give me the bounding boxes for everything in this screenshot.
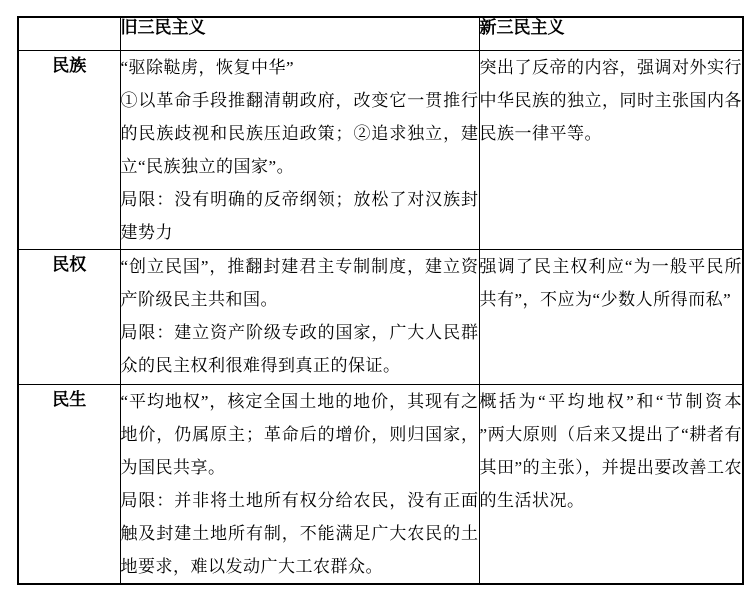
paragraph-limitation: 局限：没有明确的反帝纲领；放松了对汉族封建势力 [120, 189, 479, 242]
table-row-nationalism [18, 50, 743, 249]
cell-new-livelihood [479, 384, 743, 584]
row-label-nationalism: 民族 [18, 50, 120, 249]
header-old-principles: 旧三民主义 [120, 17, 479, 50]
table-row-livelihood [18, 384, 743, 584]
cell-old-civil-rights [120, 249, 479, 384]
paragraph-content: ①以革命手段推翻清朝政府，改变它一贯推行的民族歧视和民族压迫政策；②追求独立，建立“民族独立的国家”。 [120, 90, 479, 176]
row-label-livelihood: 民生 [18, 384, 120, 584]
paragraph-content: 概括为“平均地权”和“节制资本 ”两大原则（后来又提出了“耕者有其田”的主张），并提出要改善工农的生活状况。 [479, 391, 742, 510]
paragraph-content: “平均地权”，核定全国土地的地价，其现有之地价，仍属原主；革命后的增价，则归国家，为国民共享。 [120, 391, 479, 477]
paragraph-limitation: 局限：并非将土地所有权分给农民，没有正面触及封建土地所有制，不能满足广大农民的土地要求，难以发动广大工农群众。 [120, 490, 479, 576]
paragraph-slogan: “驱除鞑虏，恢复中华” [120, 57, 295, 77]
table-row-civil-rights [18, 249, 743, 384]
cell-old-nationalism [120, 50, 479, 249]
header-new-principles: 新三民主义 [479, 17, 743, 50]
header-corner-cell [18, 17, 120, 50]
cell-old-livelihood [120, 384, 479, 584]
cell-new-civil-rights [479, 249, 743, 384]
paragraph-content: 强调了民主权利应“为一般平民所共有”，不应为“少数人所得而私” [479, 256, 742, 309]
cell-new-nationalism [479, 50, 743, 249]
paragraph-content: “创立民国”，推翻封建君主专制制度，建立资产阶级民主共和国。 [120, 256, 479, 309]
paragraph-content: 突出了反帝的内容，强调对外实行中华民族的独立，同时主张国内各民族一律平等。 [479, 57, 742, 143]
header-row [18, 17, 743, 50]
row-label-civil-rights: 民权 [18, 249, 120, 384]
comparison-table [17, 16, 744, 585]
paragraph-limitation: 局限：建立资产阶级专政的国家，广大人民群众的民主权利很难得到真正的保证。 [120, 322, 479, 375]
